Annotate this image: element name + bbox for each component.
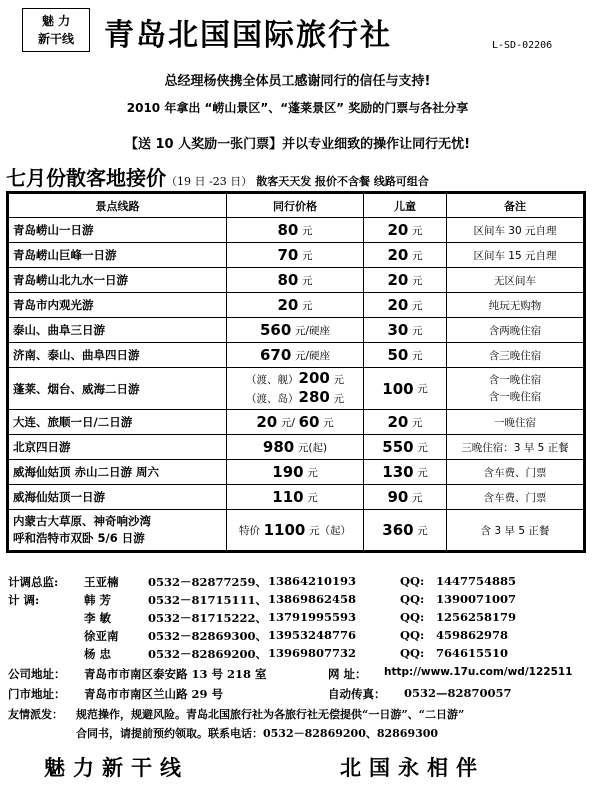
table-row bbox=[9, 510, 583, 550]
price-value: 980 bbox=[262, 438, 295, 456]
contact-name: 韩 芳 bbox=[84, 593, 112, 607]
contact-qq: 1256258179 bbox=[436, 610, 517, 624]
price-cell bbox=[227, 368, 364, 409]
route-line: 呼和浩特市双卧 5/6 日游 bbox=[13, 531, 145, 545]
child-value: 20 bbox=[387, 271, 409, 289]
route-cell: 青岛崂山巨峰一日游 bbox=[9, 243, 227, 267]
company-address-label: 公司地址： bbox=[8, 667, 66, 681]
child-value: 550 bbox=[382, 438, 414, 456]
section-heading bbox=[6, 162, 429, 191]
contact-role: 计 调: bbox=[8, 593, 40, 607]
route-cell: 威海仙姑顶 赤山二日游 周六 bbox=[9, 460, 227, 484]
price-unit: 元 bbox=[302, 299, 313, 312]
price-value: 110 bbox=[272, 488, 304, 506]
contact-row bbox=[8, 610, 588, 628]
child-cell bbox=[364, 510, 447, 550]
child-unit: 元 bbox=[417, 441, 428, 454]
price-unit: 元 bbox=[302, 274, 313, 287]
table-row bbox=[9, 485, 583, 510]
child-cell bbox=[364, 435, 447, 459]
table-row bbox=[9, 243, 583, 268]
table-row bbox=[9, 268, 583, 293]
route-cell: 大连、旅顺一日/二日游 bbox=[9, 410, 227, 434]
qq-label: QQ: bbox=[400, 610, 425, 624]
table-row bbox=[9, 460, 583, 485]
contact-phone: 0532－82869300、 bbox=[148, 629, 268, 643]
note-cell: 无区间车 bbox=[494, 274, 536, 287]
price-cell bbox=[227, 343, 364, 367]
price-unit: 元(起) bbox=[297, 441, 328, 454]
child-value: 90 bbox=[387, 488, 409, 506]
contact-mobile: 13791995593 bbox=[268, 610, 357, 624]
header-note: 备注 bbox=[504, 199, 526, 213]
price-value: 60 bbox=[298, 413, 320, 431]
section-title: 七月份散客地接价 bbox=[6, 166, 166, 190]
child-cell bbox=[364, 410, 447, 434]
route-cell: 北京四日游 bbox=[9, 435, 227, 459]
website-link[interactable]: http://www.17u.com/wd/122511 bbox=[384, 666, 573, 678]
contact-mobile: 13869862458 bbox=[268, 592, 357, 606]
contact-mobile: 13864210193 bbox=[268, 574, 357, 588]
table-row bbox=[9, 343, 583, 368]
document-code: L-SD-02206 bbox=[492, 40, 553, 51]
contacts-list bbox=[8, 574, 588, 664]
note-cell: 含两晚住宿 bbox=[488, 324, 542, 337]
qq-label: QQ: bbox=[400, 628, 425, 642]
contact-qq: 459862978 bbox=[436, 628, 509, 642]
child-value: 20 bbox=[387, 413, 409, 431]
reward-line: 2010 年拿出 “崂山景区”、“蓬莱景区” 奖励的门票与各社分享 bbox=[126, 101, 469, 115]
child-value: 130 bbox=[382, 463, 414, 481]
notice-text: 规范操作，规避风险。青岛北国旅行社为各旅行社无偿提供“一日游”、“二日游” bbox=[76, 708, 465, 721]
route-cell: 济南、泰山、曲阜四日游 bbox=[9, 343, 227, 367]
price-cell bbox=[227, 268, 364, 292]
child-value: 50 bbox=[387, 346, 409, 364]
child-cell bbox=[364, 460, 447, 484]
contact-mobile: 13953248776 bbox=[268, 628, 357, 642]
contact-qq: 764615510 bbox=[436, 646, 509, 660]
price-value: 560 bbox=[259, 321, 292, 339]
notice-text-2: 合同书，请提前预约领取。联系电话：0532－82869200、82869300 bbox=[76, 727, 439, 740]
price-cell bbox=[227, 218, 364, 242]
contact-row bbox=[8, 574, 588, 592]
note-line: 含一晚住宿 bbox=[488, 373, 542, 386]
contact-phone: 0532－81715222、 bbox=[148, 611, 268, 625]
contact-row bbox=[8, 592, 588, 610]
child-cell bbox=[364, 318, 447, 342]
section-subtitle: 散客天天发 报价不含餐 线路可组合 bbox=[256, 175, 429, 188]
note-cell: 含车费、门票 bbox=[483, 466, 547, 479]
note-cell: 区间车 30 元自理 bbox=[473, 224, 557, 237]
qq-label: QQ: bbox=[400, 592, 425, 606]
route-cell: 泰山、曲阜三日游 bbox=[9, 318, 227, 342]
child-cell bbox=[364, 218, 447, 242]
brand-stamp bbox=[22, 8, 90, 52]
price-value: 80 bbox=[277, 271, 299, 289]
contact-mobile: 13969807732 bbox=[268, 646, 357, 660]
price-unit: 元 bbox=[302, 249, 313, 262]
price-prefix: 特价 bbox=[238, 524, 260, 537]
route-cell: 蓬莱、烟台、威海二日游 bbox=[9, 368, 227, 409]
company-address: 青岛市市南区泰安路 13 号 218 室 bbox=[84, 667, 267, 681]
contact-qq: 1390071007 bbox=[436, 592, 517, 606]
table-row bbox=[9, 410, 583, 435]
section-dates: （19 日 -23 日） bbox=[166, 175, 253, 188]
promo-line: 【送 10 人奖励一张门票】并以专业细致的操作让同行无忧! bbox=[124, 137, 471, 152]
price-cell bbox=[227, 485, 364, 509]
note-line: 含一晚住宿 bbox=[488, 390, 542, 403]
company-address-row bbox=[8, 666, 593, 684]
price-cell bbox=[227, 318, 364, 342]
child-value: 20 bbox=[387, 296, 409, 314]
note-cell: 纯玩无购物 bbox=[488, 299, 542, 312]
child-unit: 元 bbox=[412, 416, 423, 429]
price-value: 200 bbox=[298, 368, 330, 387]
price-table bbox=[6, 191, 586, 553]
footer-slogan-right: 北国永相伴 bbox=[340, 755, 485, 780]
header-child: 儿童 bbox=[364, 194, 447, 217]
store-address-row bbox=[8, 686, 593, 704]
qq-label: QQ: bbox=[400, 574, 425, 588]
price-unit: 元 bbox=[302, 224, 313, 237]
price-cell bbox=[227, 435, 364, 459]
table-row bbox=[9, 435, 583, 460]
price-value: 70 bbox=[277, 246, 299, 264]
qq-label: QQ: bbox=[400, 646, 425, 660]
note-cell: 含 3 早 5 正餐 bbox=[480, 524, 550, 537]
note-cell bbox=[447, 368, 583, 409]
price-value: 280 bbox=[298, 387, 330, 406]
header-price: 同行价格 bbox=[227, 194, 364, 217]
table-row bbox=[9, 218, 583, 243]
contact-row bbox=[8, 646, 588, 664]
price-unit: 元 bbox=[307, 491, 318, 504]
child-value: 360 bbox=[382, 521, 414, 539]
child-unit: 元 bbox=[412, 224, 423, 237]
route-cell bbox=[9, 510, 227, 550]
price-cell bbox=[227, 410, 364, 434]
child-unit: 元 bbox=[417, 466, 428, 479]
price-value: 20 bbox=[256, 413, 278, 431]
stamp-line-2: 新干线 bbox=[37, 32, 74, 46]
brand-title: 青岛北国国际旅行社 bbox=[104, 18, 392, 53]
price-value: 190 bbox=[272, 463, 304, 481]
child-unit: 元 bbox=[412, 349, 423, 362]
contact-row bbox=[8, 628, 588, 646]
price-unit: 元/硬座 bbox=[294, 324, 330, 337]
child-cell bbox=[364, 268, 447, 292]
child-cell bbox=[364, 343, 447, 367]
price-prefix: （渡、舰） bbox=[246, 373, 299, 386]
child-unit: 元 bbox=[417, 524, 428, 537]
note-cell: 含三晚住宿 bbox=[488, 349, 542, 362]
stamp-line-1: 魅 力 bbox=[41, 14, 71, 28]
child-unit: 元 bbox=[412, 324, 423, 337]
note-cell: 一晚住宿 bbox=[494, 416, 536, 429]
child-cell bbox=[364, 293, 447, 317]
thanks-line: 总经理杨侠携全体员工感谢同行的信任与支持! bbox=[164, 74, 431, 89]
child-unit: 元 bbox=[412, 274, 423, 287]
child-value: 30 bbox=[387, 321, 409, 339]
table-row bbox=[9, 318, 583, 343]
price-cell bbox=[227, 510, 364, 550]
price-unit: 元（起） bbox=[309, 524, 352, 537]
contact-phone: 0532－81715111、 bbox=[148, 593, 268, 607]
table-row bbox=[9, 368, 583, 410]
notice-label: 友情派发： bbox=[8, 708, 63, 721]
contact-name: 杨 忠 bbox=[84, 647, 112, 661]
price-value: 670 bbox=[259, 346, 292, 364]
route-cell: 青岛市内观光游 bbox=[9, 293, 227, 317]
contact-name: 王亚楠 bbox=[84, 575, 119, 589]
child-cell bbox=[364, 368, 447, 409]
child-cell bbox=[364, 485, 447, 509]
price-cell bbox=[227, 243, 364, 267]
contact-phone: 0532－82877259、 bbox=[148, 575, 268, 589]
store-address: 青岛市市南区兰山路 29 号 bbox=[84, 687, 224, 701]
notice-row bbox=[8, 706, 593, 724]
price-unit: 元 bbox=[333, 373, 344, 386]
price-value: 80 bbox=[277, 221, 299, 239]
fax-label: 自动传真： bbox=[328, 687, 386, 701]
note-cell: 区间车 15 元自理 bbox=[473, 249, 557, 262]
contact-name: 李 敏 bbox=[84, 611, 112, 625]
child-unit: 元 bbox=[412, 249, 423, 262]
child-unit: 元 bbox=[417, 383, 428, 395]
route-cell: 威海仙姑顶一日游 bbox=[9, 485, 227, 509]
price-value: 20 bbox=[277, 296, 299, 314]
price-unit: 元 bbox=[323, 416, 334, 429]
route-cell: 青岛崂山北九水一日游 bbox=[9, 268, 227, 292]
table-row bbox=[9, 293, 583, 318]
route-line: 内蒙古大草原、神奇响沙湾 bbox=[13, 514, 151, 528]
route-cell: 青岛崂山一日游 bbox=[9, 218, 227, 242]
header-route: 景点线路 bbox=[9, 194, 227, 217]
contact-role: 计调总监: bbox=[8, 575, 59, 589]
contact-name: 徐亚南 bbox=[84, 629, 119, 643]
table-header-row bbox=[9, 194, 583, 218]
footer-slogan-left: 魅力新干线 bbox=[44, 755, 189, 780]
child-value: 20 bbox=[387, 221, 409, 239]
child-cell bbox=[364, 243, 447, 267]
child-unit: 元 bbox=[412, 299, 423, 312]
price-prefix: （渡、岛） bbox=[246, 392, 299, 405]
contact-phone: 0532－82869200、 bbox=[148, 647, 268, 661]
note-cell: 含车费、门票 bbox=[483, 491, 547, 504]
fax-number: 0532—82870057 bbox=[404, 686, 512, 700]
price-unit: 元/ bbox=[280, 416, 295, 429]
price-value: 1100 bbox=[263, 521, 306, 539]
store-address-label: 门市地址： bbox=[8, 687, 66, 701]
child-unit: 元 bbox=[412, 491, 423, 504]
notice-row-2 bbox=[8, 725, 593, 743]
child-value: 20 bbox=[387, 246, 409, 264]
price-cell bbox=[227, 293, 364, 317]
contact-qq: 1447754885 bbox=[436, 574, 517, 588]
price-unit: 元 bbox=[307, 466, 318, 479]
price-cell bbox=[227, 460, 364, 484]
child-value: 100 bbox=[382, 379, 414, 398]
note-cell: 三晚住宿：3 早 5 正餐 bbox=[461, 441, 569, 454]
price-unit: 元/硬座 bbox=[294, 349, 330, 362]
price-unit: 元 bbox=[333, 392, 344, 405]
website-label: 网 址： bbox=[328, 667, 367, 681]
